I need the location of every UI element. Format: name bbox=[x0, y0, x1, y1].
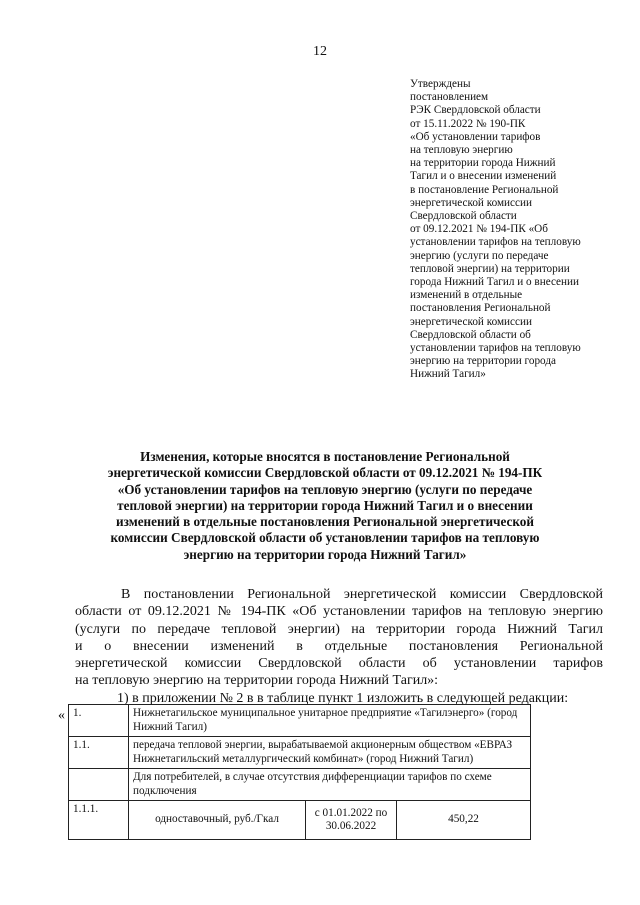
period-cell: с 01.01.2022 по 30.06.2022 bbox=[306, 801, 397, 840]
row-text: передача тепловой энергии, вырабатываемой акционерным обществом «ЕВРАЗ Нижнетагильский металлургический комбинат» (город Нижний Тагил) bbox=[129, 737, 531, 769]
item-1-text: 1) в приложении № 2 в в таблице пункт 1 изложить в следующей редакции: bbox=[117, 690, 569, 706]
approval-line: на территории города Нижний bbox=[410, 157, 556, 170]
approval-line: РЭК Свердловской области bbox=[410, 104, 541, 117]
table-row bbox=[69, 801, 531, 840]
approval-line: от 09.12.2021 № 194-ПК «Об bbox=[410, 223, 548, 236]
tariff-table bbox=[68, 704, 531, 840]
approval-line: на тепловую энергию bbox=[410, 144, 513, 157]
approval-line: постановления Региональной bbox=[410, 302, 551, 315]
approval-block bbox=[410, 78, 620, 382]
row-number: 1.1.1. bbox=[69, 801, 129, 840]
approval-line: тепловой энергии) на территории bbox=[410, 262, 570, 275]
title-line: «Об установлении тарифов на тепловую энергию (услуги по передаче bbox=[117, 481, 533, 497]
table-row bbox=[69, 737, 531, 769]
approval-line: Нижний Тагил» bbox=[410, 368, 486, 381]
row-text: Нижнетагильское муниципальное унитарное предприятие «Тагилэнерго» (город Нижний Тагил) bbox=[129, 705, 531, 737]
paragraph-line: и о внесении изменений в отдельные постановления Региональной bbox=[75, 638, 603, 654]
row-number bbox=[69, 769, 129, 801]
opening-quote: « bbox=[58, 708, 65, 723]
document-title bbox=[75, 449, 575, 563]
title-line: энергетической комиссии Свердловской области от 09.12.2021 № 194-ПК bbox=[107, 465, 543, 481]
paragraph-line: на тепловую энергию на территории города Нижний Тагил»: bbox=[75, 673, 439, 689]
approval-line: постановлением bbox=[410, 91, 489, 104]
title-line: тепловой энергии) на территории города Нижний Тагил и о внесении bbox=[117, 497, 533, 513]
approval-line: Свердловской области об bbox=[410, 328, 531, 341]
approval-line: от 15.11.2022 № 190-ПК bbox=[410, 117, 526, 130]
row-text: Для потребителей, в случае отсутствия дифференциации тарифов по схеме подключения bbox=[129, 769, 531, 801]
approval-line: энергию на территории города bbox=[410, 355, 556, 368]
title-line: Изменения, которые вносятся в постановление Региональной bbox=[140, 449, 510, 464]
title-line: комиссии Свердловской области об установлении тарифов на тепловую bbox=[110, 530, 540, 546]
approval-line: города Нижний Тагил и о внесении bbox=[410, 276, 579, 289]
rate-type-cell: одноставочный, руб./Гкал bbox=[129, 801, 306, 840]
body-paragraph bbox=[75, 586, 603, 707]
table-row bbox=[69, 705, 531, 737]
title-line: изменений в отдельные постановления Региональной энергетической bbox=[116, 514, 534, 530]
approval-line: установлении тарифов на тепловую bbox=[410, 342, 581, 355]
title-line: энергию на территории города Нижний Тагил» bbox=[183, 546, 467, 562]
approval-line: энергетической комиссии bbox=[410, 315, 532, 328]
approval-line: установлении тарифов на тепловую bbox=[410, 236, 581, 249]
approval-line: в постановление Региональной bbox=[410, 183, 559, 196]
tariff-value-cell: 450,22 bbox=[397, 801, 531, 840]
paragraph-line: области от 09.12.2021 № 194-ПК «Об установлении тарифов на тепловую энергию bbox=[75, 604, 603, 620]
row-number: 1.1. bbox=[69, 737, 129, 769]
paragraph-line: В постановлении Региональной энергетической комиссии Свердловской bbox=[121, 587, 603, 602]
approval-line: Утверждены bbox=[410, 78, 471, 90]
paragraph-line: (услуги по передаче тепловой энергии) на территории города Нижний Тагил bbox=[75, 621, 603, 637]
page-number: 12 bbox=[313, 44, 327, 59]
paragraph-line: энергетической комиссии Свердловской области об установлении тарифов bbox=[75, 656, 603, 672]
table-row bbox=[69, 769, 531, 801]
approval-line: «Об установлении тарифов bbox=[410, 130, 541, 143]
approval-line: изменений в отдельные bbox=[410, 289, 523, 302]
approval-line: Свердловской области bbox=[410, 210, 517, 223]
approval-line: Тагил и о внесении изменений bbox=[410, 170, 557, 183]
approval-line: энергетической комиссии bbox=[410, 196, 532, 209]
approval-line: энергию (услуги по передаче bbox=[410, 249, 549, 262]
row-number: 1. bbox=[69, 705, 129, 737]
